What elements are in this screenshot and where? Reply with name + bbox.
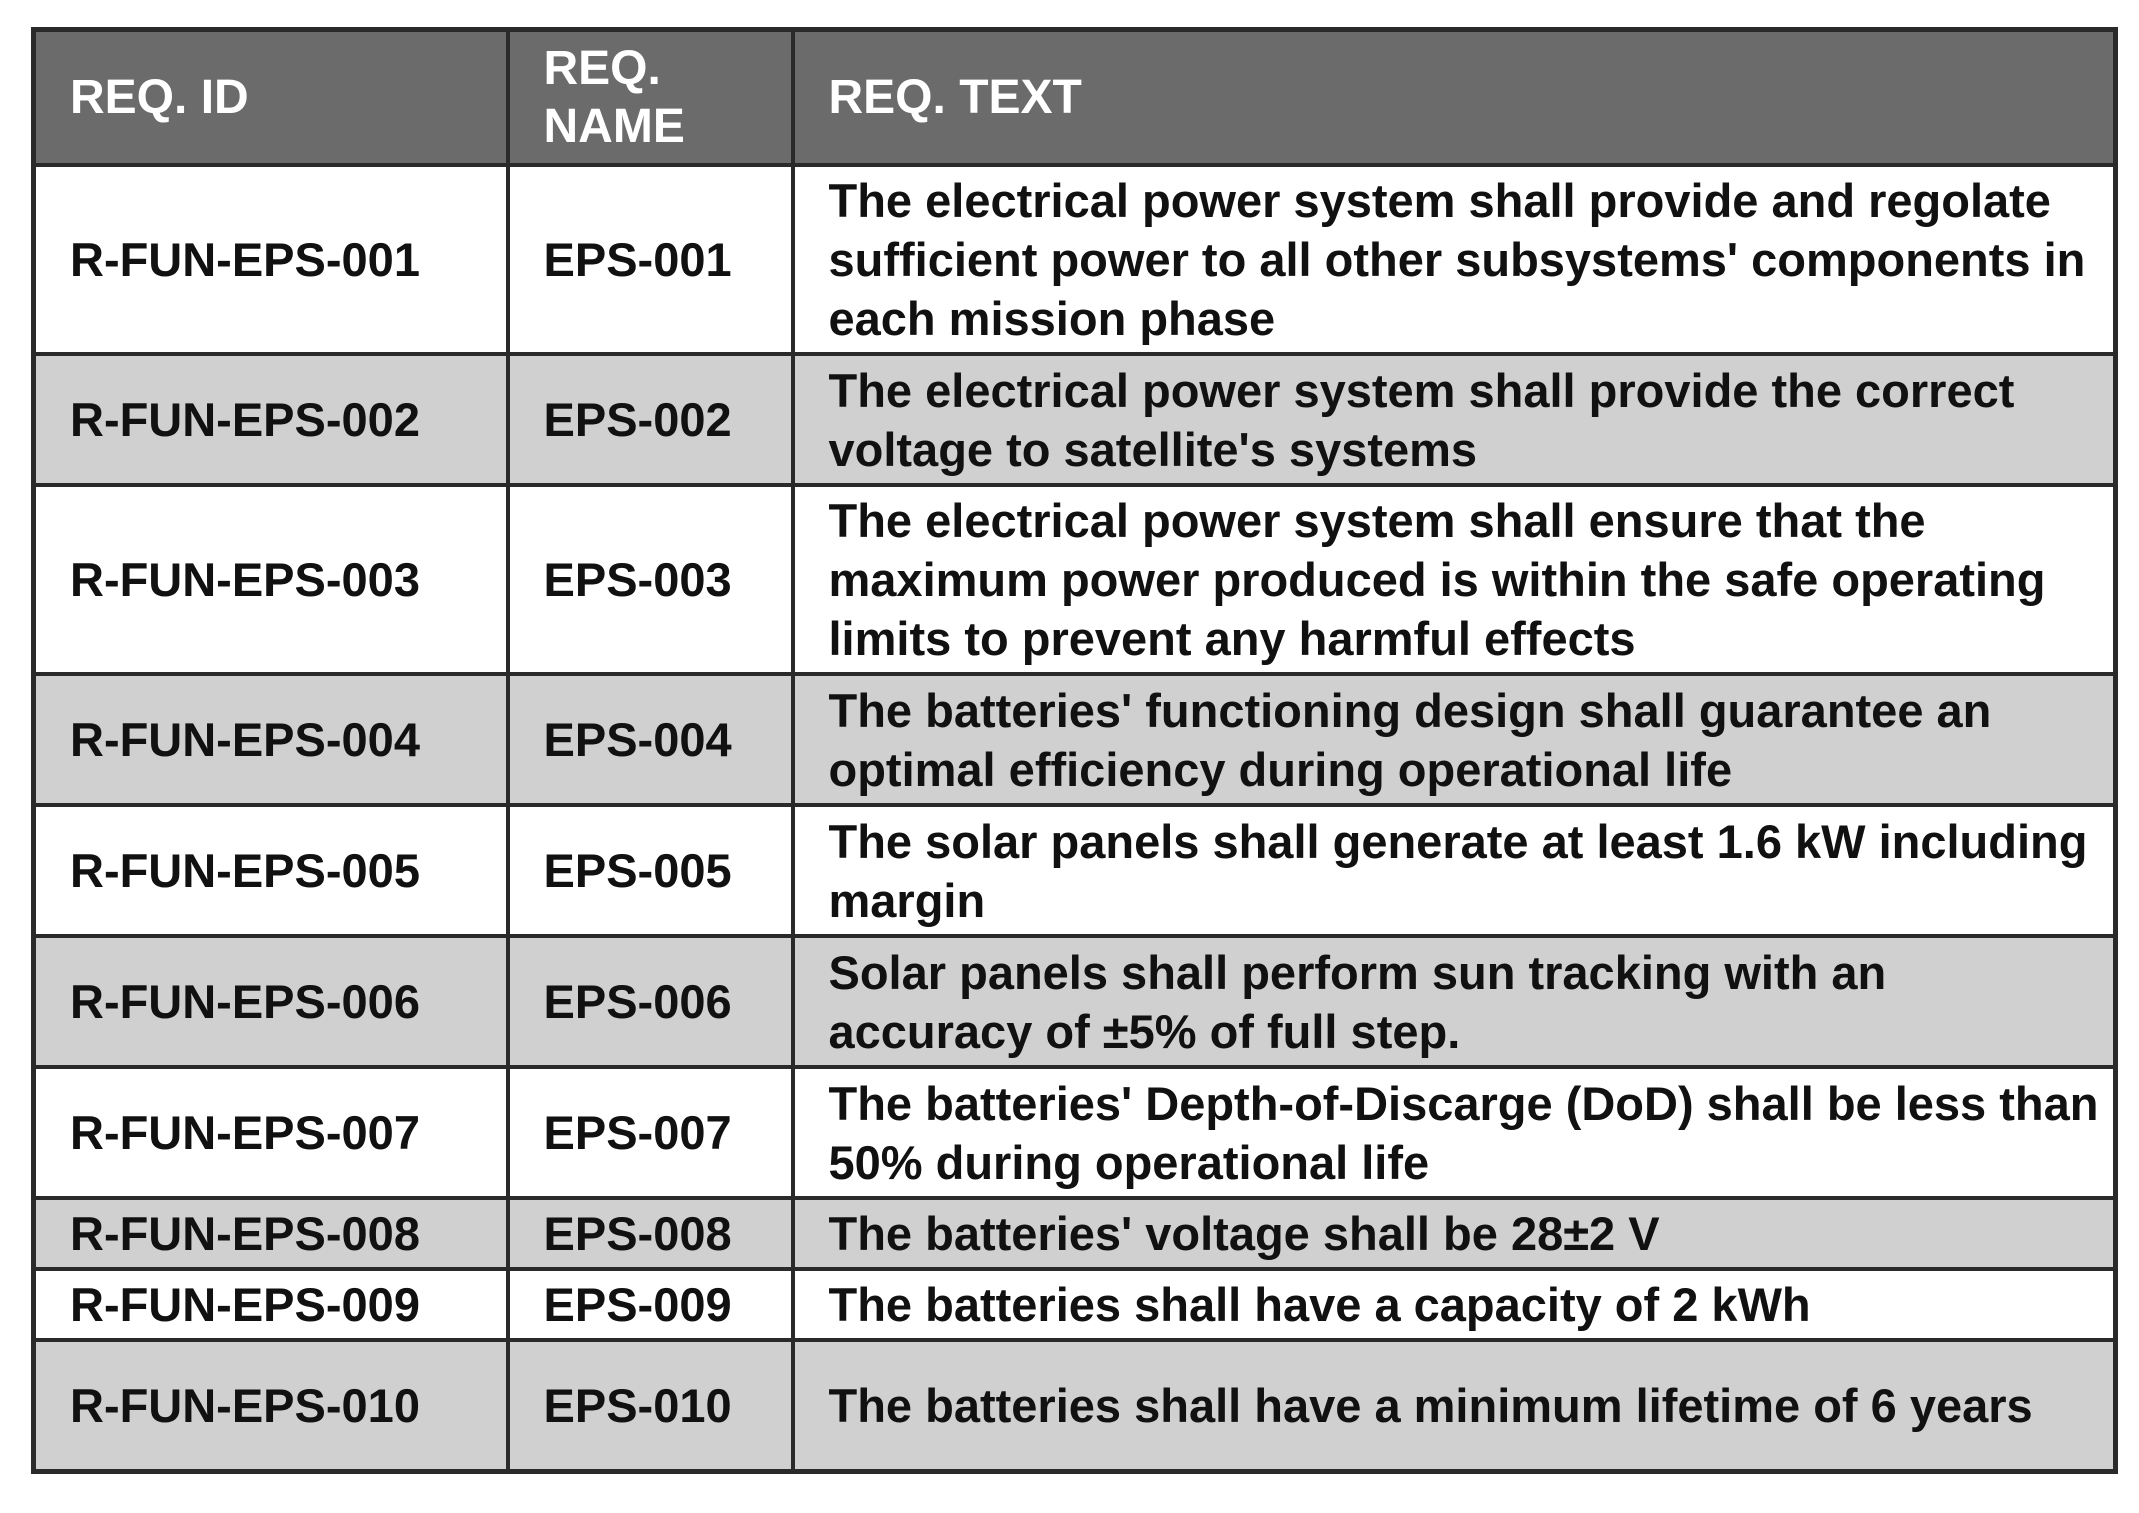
req-text-cell: The electrical power system shall provide and regolate sufficient power to all other subsystems' components in each mission phase — [793, 165, 2116, 354]
req-name-cell: EPS-006 — [508, 936, 793, 1067]
req-id-cell: R-FUN-EPS-004 — [34, 674, 508, 805]
table-row — [34, 1198, 2116, 1269]
table-row — [34, 936, 2116, 1067]
req-text-cell: The batteries shall have a capacity of 2 kWh — [793, 1269, 2116, 1340]
req-id-cell: R-FUN-EPS-002 — [34, 354, 508, 485]
req-name-cell: EPS-007 — [508, 1067, 793, 1198]
req-text-cell: The batteries' voltage shall be 28±2 V — [793, 1198, 2116, 1269]
req-name-cell: EPS-010 — [508, 1340, 793, 1472]
table-row — [34, 805, 2116, 936]
req-text-cell: Solar panels shall perform sun tracking with an accuracy of ±5% of full step. — [793, 936, 2116, 1067]
req-text-cell: The batteries' functioning design shall guarantee an optimal efficiency during operational life — [793, 674, 2116, 805]
req-id-cell: R-FUN-EPS-010 — [34, 1340, 508, 1472]
req-id-cell: R-FUN-EPS-009 — [34, 1269, 508, 1340]
table-row — [34, 1067, 2116, 1198]
req-id-cell: R-FUN-EPS-007 — [34, 1067, 508, 1198]
req-name-cell: EPS-001 — [508, 165, 793, 354]
req-name-cell: EPS-005 — [508, 805, 793, 936]
req-name-cell: EPS-003 — [508, 485, 793, 674]
req-text-cell: The batteries shall have a minimum lifetime of 6 years — [793, 1340, 2116, 1472]
req-text-cell: The electrical power system shall provide the correct voltage to satellite's systems — [793, 354, 2116, 485]
req-id-cell: R-FUN-EPS-008 — [34, 1198, 508, 1269]
req-name-cell: EPS-008 — [508, 1198, 793, 1269]
table-row — [34, 354, 2116, 485]
table-row — [34, 674, 2116, 805]
header-req-text: REQ. TEXT — [793, 30, 2116, 166]
req-id-cell: R-FUN-EPS-001 — [34, 165, 508, 354]
table-row — [34, 1340, 2116, 1472]
req-text-cell: The batteries' Depth-of-Discarge (DoD) shall be less than 50% during operational life — [793, 1067, 2116, 1198]
req-id-cell: R-FUN-EPS-006 — [34, 936, 508, 1067]
header-req-name: REQ. NAME — [508, 30, 793, 166]
req-text-cell: The electrical power system shall ensure that the maximum power produced is within the safe operating limits to prevent any harmful effects — [793, 485, 2116, 674]
req-text-cell: The solar panels shall generate at least 1.6 kW including margin — [793, 805, 2116, 936]
req-id-cell: R-FUN-EPS-003 — [34, 485, 508, 674]
table-row — [34, 165, 2116, 354]
req-name-cell: EPS-004 — [508, 674, 793, 805]
req-name-cell: EPS-002 — [508, 354, 793, 485]
req-name-cell: EPS-009 — [508, 1269, 793, 1340]
table-row — [34, 1269, 2116, 1340]
table-row — [34, 485, 2116, 674]
requirements-table — [31, 27, 2118, 1474]
req-id-cell: R-FUN-EPS-005 — [34, 805, 508, 936]
header-row — [34, 30, 2116, 166]
table-header — [34, 30, 2116, 166]
table-body — [34, 165, 2116, 1472]
header-req-id: REQ. ID — [34, 30, 508, 166]
